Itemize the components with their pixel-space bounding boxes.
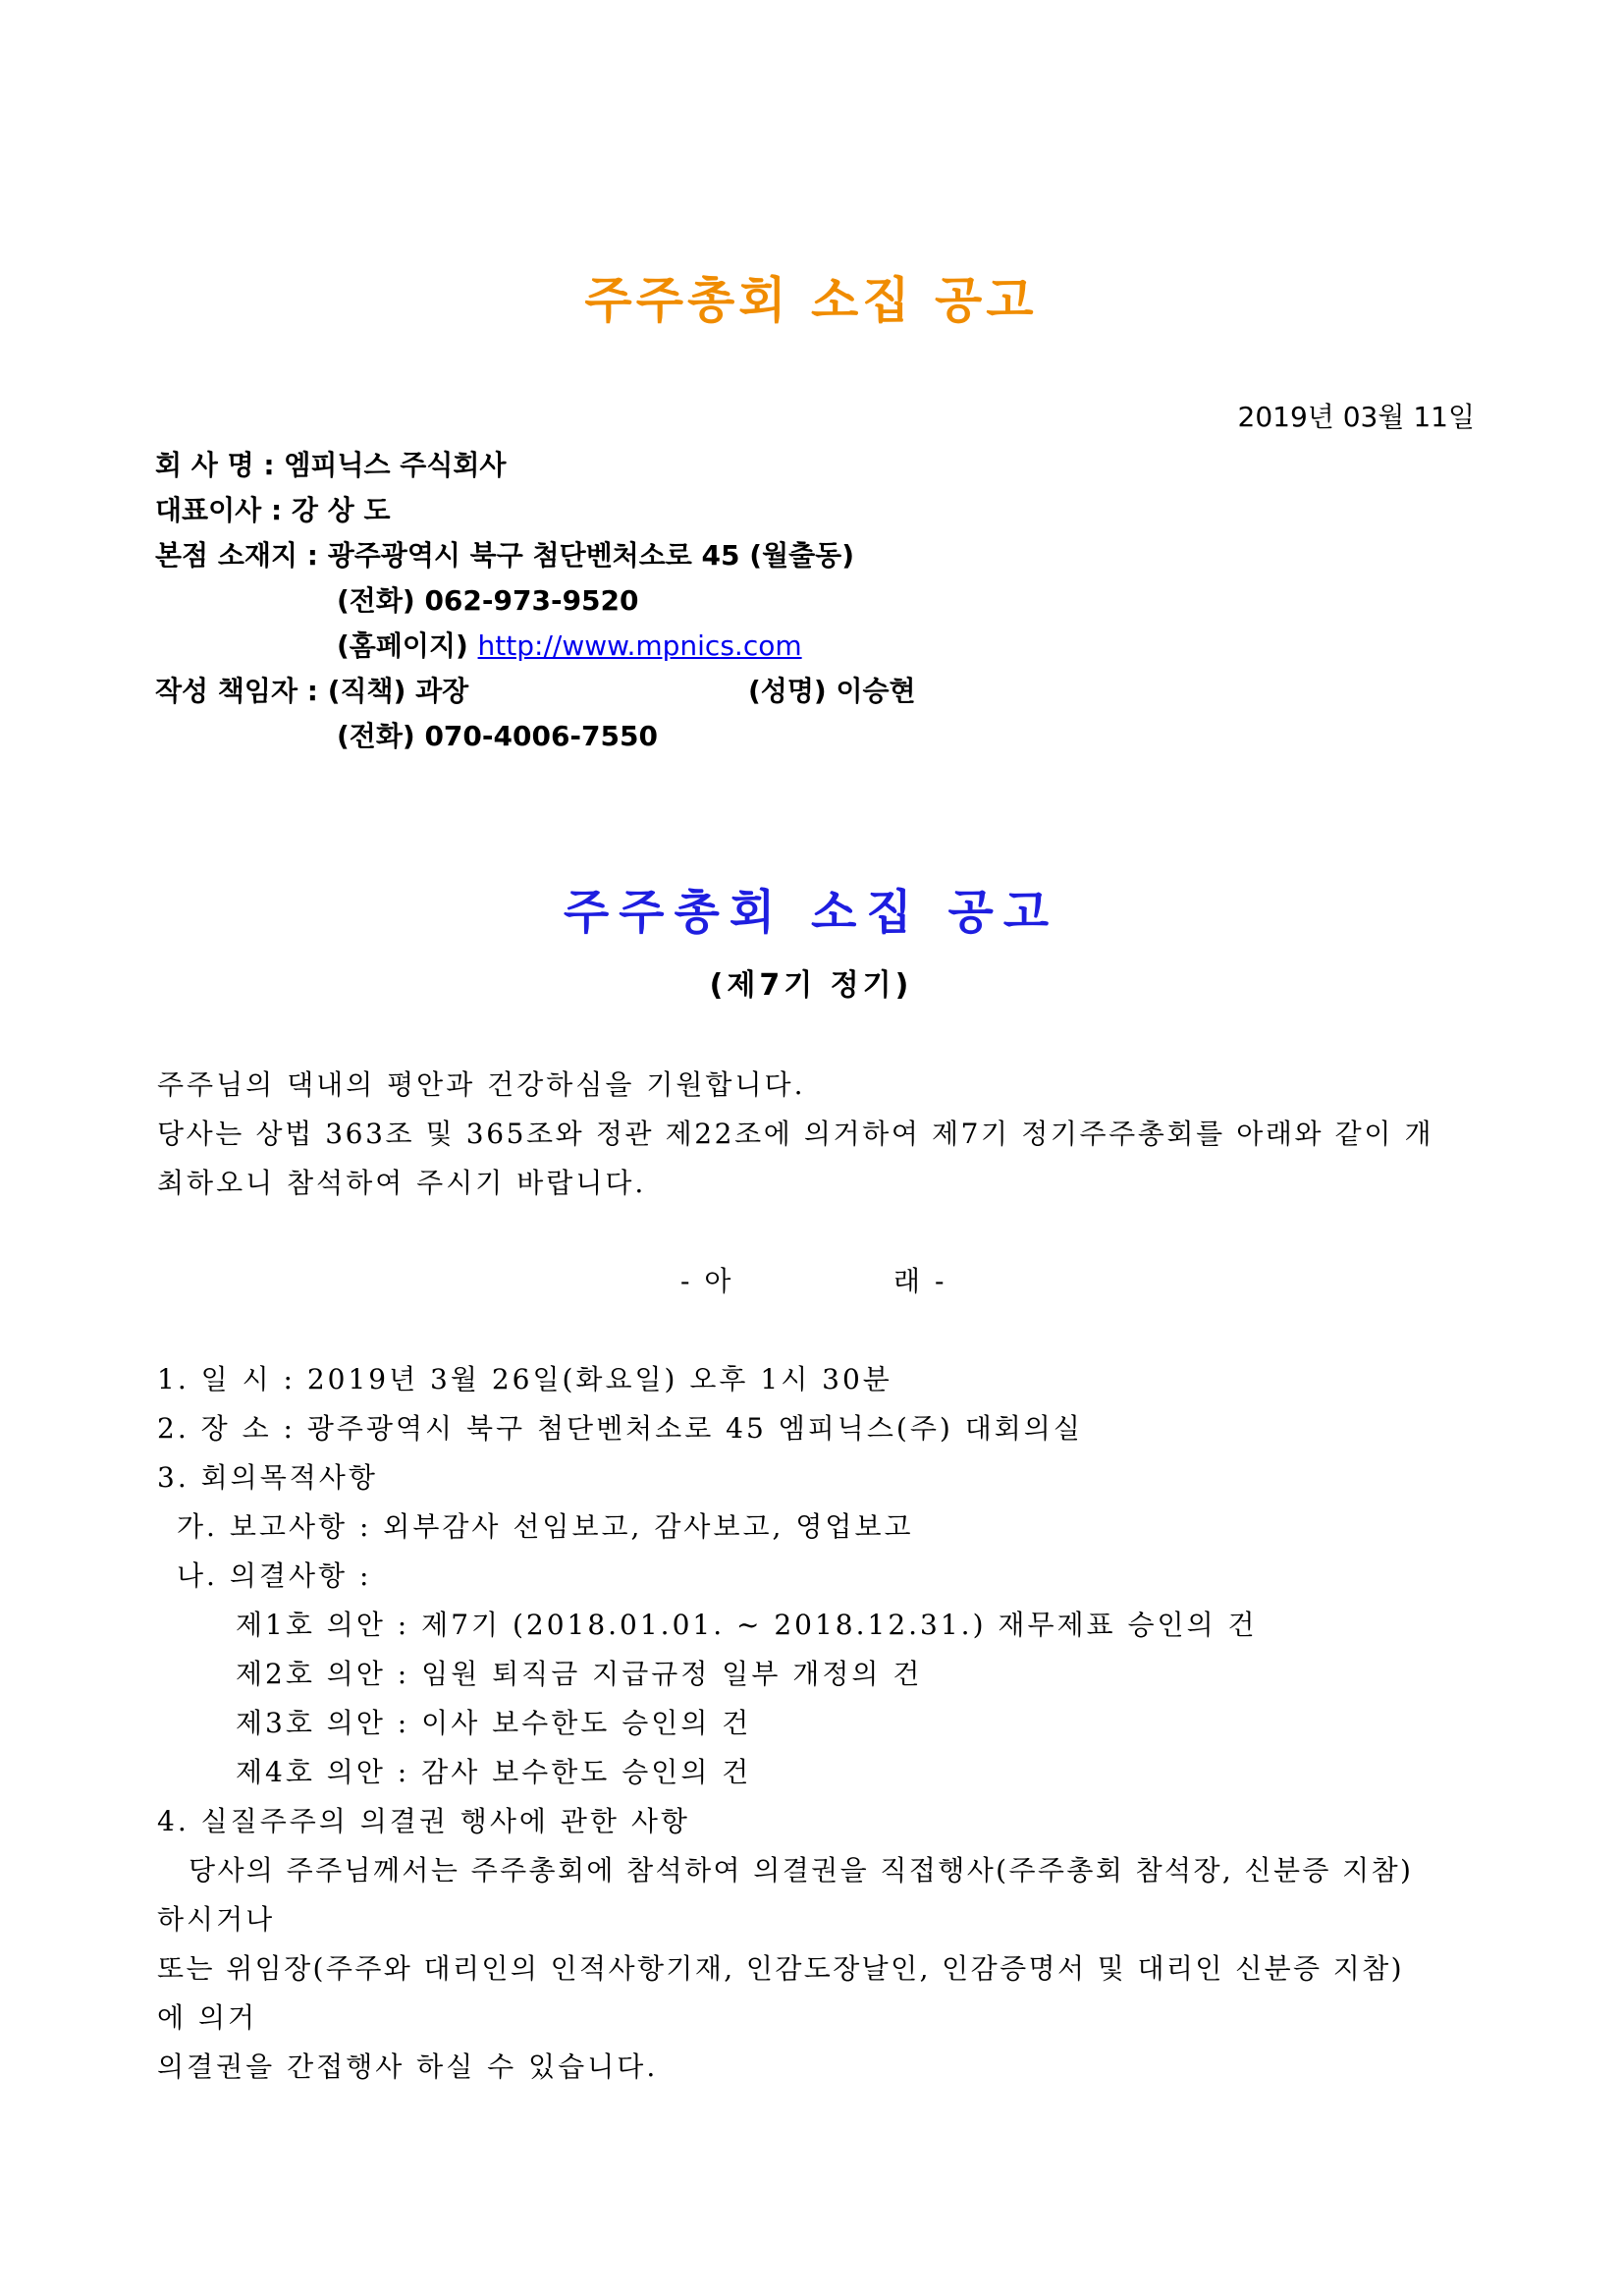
ceo-row [155,489,391,528]
ceo-name: 강 상 도 [291,494,391,526]
agenda-resolution-items: 나. 의결사항 : [177,1559,372,1592]
address-row [155,534,854,574]
company-phone: (전화) 062-973-9520 [337,584,639,617]
below-marker-right: 래 - [893,1265,947,1297]
intro-line-1: 당사는 상법 363조 및 365조와 정관 제22조에 의거하여 제7기 정기주주총회를 아래와 같이 개 [157,1118,1434,1150]
voting-direct-text: 당사의 주주님께서는 주주총회에 참석하여 의결권을 직접행사(주주총회 참석장, 신분증 지참) [189,1854,1414,1886]
voting-proxy-text-cont: 에 의거 [157,2001,258,2034]
page-title: 주주총회 소집 공고 [584,272,1038,329]
writer-label: 작성 책임자 : [155,675,318,707]
intro-line-2: 최하오니 참석하여 주시기 바랍니다. [157,1167,647,1199]
company-name: 엠피닉스 주식회사 [284,449,507,481]
writer-phone: (전화) 070-4006-7550 [337,720,658,752]
agenda-item-datetime: 1. 일 시 : 2019년 3월 26일(화요일) 오후 1시 30분 [157,1363,892,1395]
company-name-label: 회 사 명 : [155,449,275,481]
company-name-row [155,444,506,483]
writer-name: (성명) 이승현 [748,675,916,707]
resolution-item-2: 제2호 의안 : 임원 퇴직금 지급규정 일부 개정의 건 [236,1658,923,1690]
writer-row [155,670,468,709]
notice-title: 주주총회 소집 공고 [563,885,1059,940]
address-label: 본점 소재지 : [155,539,318,572]
agenda-item-place: 2. 장 소 : 광주광역시 북구 첨단벤처소로 45 엠피닉스(주) 대회의실 [157,1412,1083,1445]
greeting-text: 주주님의 댁내의 평안과 건강하심을 기원합니다. [157,1068,806,1101]
writer-position: (직책) 과장 [327,675,469,707]
agenda-report-items: 가. 보고사항 : 외부감사 선임보고, 감사보고, 영업보고 [177,1510,914,1543]
address: 광주광역시 북구 첨단벤처소로 45 (월출동) [327,539,855,572]
agenda-item-purpose: 3. 회의목적사항 [157,1461,378,1494]
resolution-item-1: 제1호 의안 : 제7기 (2018.01.01. ~ 2018.12.31.) 재무제표 승인의 건 [236,1609,1258,1641]
homepage-row [337,625,802,664]
voting-proxy-text: 또는 위임장(주주와 대리인의 인적사항기재, 인감도장날인, 인감증명서 및 대리인 신분증 지참) [157,1952,1404,1985]
homepage-link[interactable]: http://www.mpnics.com [477,629,802,662]
agenda-item-voting-rights: 4. 실질주주의 의결권 행사에 관한 사항 [157,1805,690,1837]
ceo-label: 대표이사 : [155,494,283,526]
resolution-item-4: 제4호 의안 : 감사 보수한도 승인의 건 [236,1756,752,1788]
notice-subtitle: (제7기 정기) [709,968,913,1003]
resolution-item-3: 제3호 의안 : 이사 보수한도 승인의 건 [236,1707,752,1739]
notice-date: 2019년 03월 11일 [1237,401,1475,433]
below-marker-left: - 아 [680,1265,734,1297]
voting-direct-text-cont: 하시거나 [157,1903,276,1936]
homepage-label: (홈페이지) [337,629,468,662]
voting-indirect-text: 의결권을 간접행사 하실 수 있습니다. [157,2050,659,2083]
